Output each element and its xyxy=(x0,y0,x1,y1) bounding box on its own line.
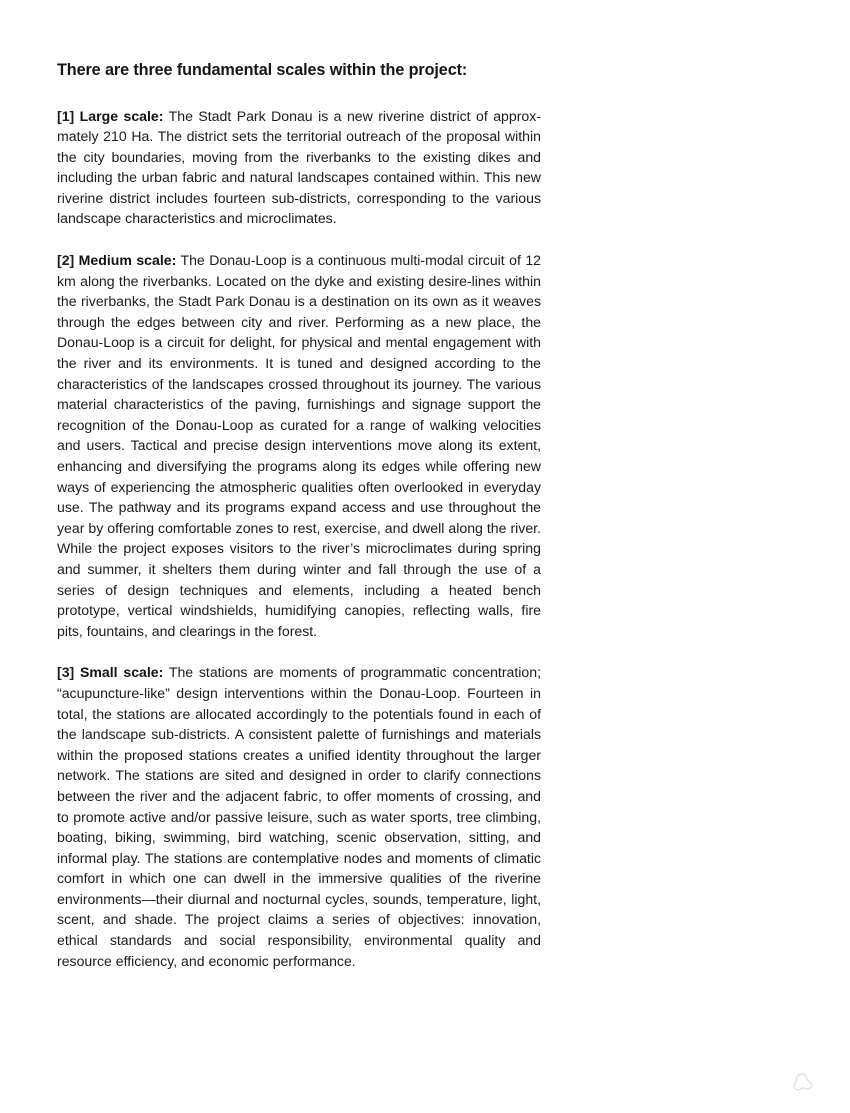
page-title: There are three fundamental scales within the project: xyxy=(57,61,468,79)
paragraph-marker-2: [2] xyxy=(57,252,75,269)
paragraph-medium-scale xyxy=(57,250,541,641)
paragraph-text-2: The Donau-Loop is a continuous multi-modal circuit of 12 km along the riverbanks. Located on the dyke and existing desire-lines within the riverbanks, the Stadt Park Donau is a destination on its own as it weaves through the edges between city and river. Performing as a new place, the Donau-Loop is a circuit for delight, for physical and mental engagement with the river and its environments. It is tuned and designed according to the characteristics of the landscapes crossed throughout its journey. The various material characteristics of the paving, furnishings and signage support the recognition of the Donau-Loop as curated for a range of walking velocities and users. Tactical and precise design interventions move along its extent, enhancing and diversifying the programs along its edges while offering new ways of experiencing the atmospheric qualities often overlooked in everyday use. The pathway and its programs expand access and use throughout the year by offering comfortable zones to rest, exercise, and dwell along the river. While the project exposes visitors to the river’s microclimates during spring and summer, it shelters them during winter and fall through the use of a series of design techniques and elements, including a heated bench prototype, vertical windshields, humidifying canopies, reflecting walls, fire pits, fountains, and clearings in the forest. xyxy=(57,252,541,639)
paragraph-lead-2: Medium scale: xyxy=(78,252,177,269)
paragraph-large-scale xyxy=(57,106,541,230)
paragraph-marker-1: [1] xyxy=(57,107,75,124)
paragraph-small-scale xyxy=(57,662,541,971)
paragraph-text-3: The stations are moments of programmatic concentration; “acupuncture-like” design interventions within the Donau-Loop. Fourteen in total, the stations are allocated accordingly to the potentials found in each of the landscape sub-districts. A consistent palette of furnishings and materials within the proposed stations creates a unified identity throughout the larger network. The stations are sited and designed in order to clarify connections between the river and the adjacent fabric, to offer moments of crossing, and to promote active and/or passive leisure, such as water sports, tree climbing, boating, biking, swimming, bird watching, scenic observation, sitting, and informal play. The stations are contemplative nodes and moments of climatic comfort in which one can dwell in the immersive qualities of the riverine environments—their diurnal and nocturnal cycles, sounds, temperature, light, scent, and shade. The project claims a series of objectives: innovation, ethical standards and social responsibility, environmental quality and resource efficiency, and economic performance. xyxy=(57,664,542,969)
paragraph-lead-3: Small scale: xyxy=(80,664,164,681)
paragraph-text-1: The Stadt Park Donau is a new riverine district of approxmately 210 Ha. The district sets the territorial outreach of the proposal within the city boundaries, moving from the riverbanks to the existing dikes and including the urban fabric and natural landscapes contained within. This new riverine district includes fourteen sub-districts, corresponding to the various landscape characteristics and microclimates. xyxy=(57,107,541,227)
paragraph-lead-1: Large scale: xyxy=(79,107,164,124)
paragraph-marker-3: [3] xyxy=(57,664,75,681)
document-body xyxy=(57,60,541,971)
trefoil-logo-icon xyxy=(786,1068,818,1100)
